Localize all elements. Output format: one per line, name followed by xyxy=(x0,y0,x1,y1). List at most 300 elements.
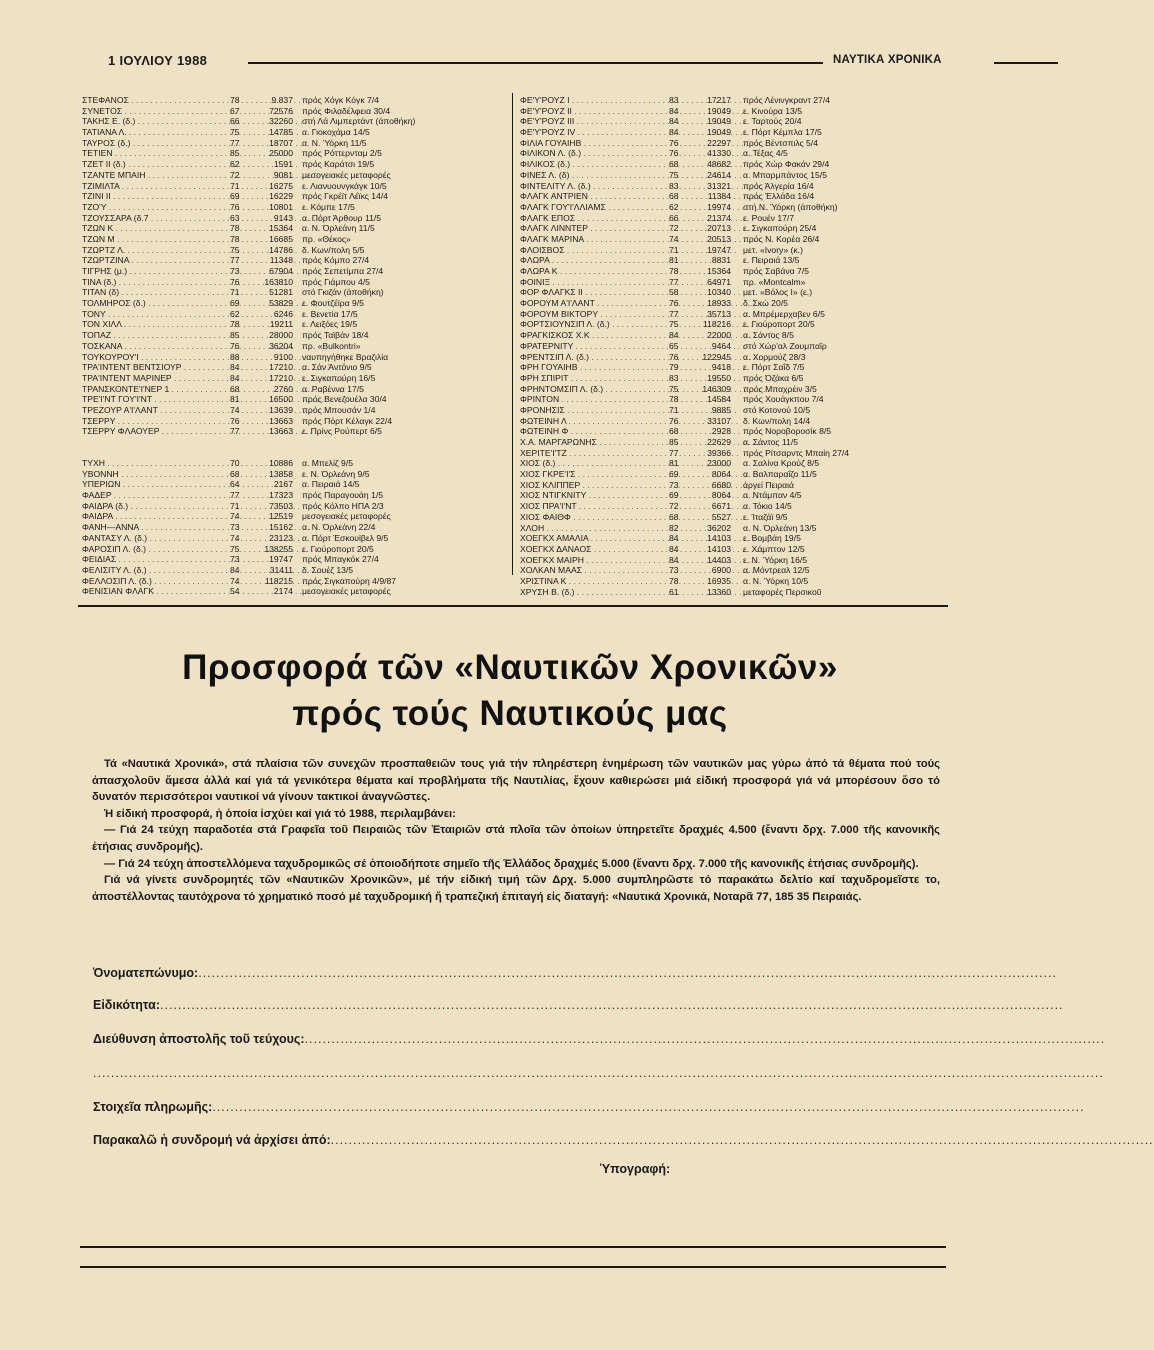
ship-destination: πρός Μπουσάν 1/4 xyxy=(302,404,376,415)
ship-name: ΤΡΕ'Ι'ΝΤ ΓΟΥ'Ι'ΝΤ . . . xyxy=(82,394,222,405)
ship-year: 77 xyxy=(230,255,240,266)
ship-destination: α. Σαλίνα Κρούζ 8/5 xyxy=(743,458,820,469)
ship-year: 78 xyxy=(230,95,240,105)
ship-name: ΤΙΓΡΗΣ (μ.) . . . xyxy=(82,266,222,277)
bottom-rule xyxy=(80,1246,946,1248)
ship-row xyxy=(520,298,950,309)
ship-row xyxy=(82,405,502,416)
ship-tonnage: 22297 xyxy=(707,137,731,148)
ship-name: ΦΛΩΡΑ Κ . . . xyxy=(520,266,660,277)
form-start-row[interactable]: Παρακαλῶ ἡ συνδρομή νά ἀρχίσει ἀπό:........................................................................................................................................................................................ xyxy=(93,1133,1154,1147)
ship-destination: ε. Ρουέν 17/7 xyxy=(743,212,795,223)
ship-tonnage: 16685 xyxy=(269,233,293,244)
ship-row xyxy=(82,202,502,213)
ship-year: 68 xyxy=(669,191,679,202)
ship-name: ΧΡΙΣΤΙΝΑ Κ . . . xyxy=(520,576,660,587)
ship-name: ΤΖΙΝΙ ΙΙ . . . xyxy=(82,191,222,202)
ship-name: ΦΑΝΤΑΣΥ Λ. (δ.) . . . xyxy=(82,533,222,544)
ship-name: ΦΛΟΙΣΒΟΣ . . . xyxy=(520,245,660,256)
ship-row xyxy=(520,565,950,576)
ship-name: ΤΥΧΗ . . . xyxy=(82,458,222,469)
ship-tonnage: 13663 xyxy=(269,415,293,426)
ship-year: 77 xyxy=(669,308,679,319)
ship-destination: πρός Χουάγκπου 7/4 xyxy=(743,394,824,405)
ship-destination: πρός Σαβάνα 7/5 xyxy=(743,266,809,276)
ship-destination: α. Μπελίζ 9/5 xyxy=(302,458,353,468)
ship-destination: α. Βαλπαραΐζο 11/5 xyxy=(743,469,817,480)
publication-name: ΝΑΥΤΙΚΑ ΧΡΟΝΙΚΑ xyxy=(833,54,942,66)
ship-name: ΦΡΑΓΚΙΣΚΟΣ Χ.Κ . . . xyxy=(520,330,660,341)
ship-year: 84 xyxy=(230,372,240,383)
ship-destination: α. Ν. Ύόρκη 10/5 xyxy=(743,575,809,586)
ship-year: 76 xyxy=(230,415,240,426)
ship-destination: πρός Μπαχρέιν 3/5 xyxy=(743,383,817,394)
ship-year: 75 xyxy=(230,543,240,554)
ship-row xyxy=(82,116,502,127)
ship-name: ΧΟΛΚΑΝ ΜΑΑΣ . . . xyxy=(520,565,660,576)
ship-tonnage: 31411 xyxy=(269,564,293,575)
ship-year: 78 xyxy=(669,266,679,276)
ship-destination: ε. Πόρτ Κέμπλα 17/5 xyxy=(743,127,822,138)
ship-year: 68 xyxy=(669,426,679,437)
ship-name: ΤΑΤΙΑΝΑ Λ. . . . xyxy=(82,127,222,138)
ship-year: 69 xyxy=(669,490,679,501)
ship-year: 84 xyxy=(669,533,679,544)
ship-year: 75 xyxy=(230,244,240,255)
ship-year: 78 xyxy=(230,223,240,234)
ship-name: Χ.Α. ΜΑΡΓΑΡΩΝΗΣ . . . xyxy=(520,437,660,448)
ship-row xyxy=(520,362,950,373)
ship-name: ΦΕ'Υ'ΡΟΥΖ ΙΙ . . . xyxy=(520,106,660,117)
ship-row xyxy=(82,298,502,309)
ship-destination: μετ. «Ivory» (κ.) xyxy=(743,244,803,255)
ship-tonnage: 2760 xyxy=(273,383,293,394)
ship-row xyxy=(82,533,502,544)
ship-tonnage: 9.837 xyxy=(271,95,293,105)
ship-name: ΥΒΟΝΝΗ . . . xyxy=(82,469,222,480)
ship-year: 78 xyxy=(230,319,240,330)
ship-year: 76 xyxy=(230,276,240,287)
ship-destination: α. Ν. Όρλεάνη 22/4 xyxy=(302,522,376,533)
ship-tonnage: 9885 xyxy=(711,404,731,415)
ship-destination: μεταφορές Περσικοῦ xyxy=(743,586,822,597)
ship-row xyxy=(82,586,502,597)
ship-tonnage: 19211 xyxy=(269,319,293,330)
ship-tonnage: 20713 xyxy=(707,223,731,234)
ship-row xyxy=(82,127,502,138)
ship-name: ΦΕΛΛΟΣΙΠ Λ. (δ.) . . . xyxy=(82,576,222,587)
ship-tonnage: 13858 xyxy=(269,468,293,479)
ship-destination: πρός Κόλπο ΗΠΑ 2/3 xyxy=(302,500,384,511)
ship-tonnage: 64971 xyxy=(707,276,731,287)
ship-year: 76 xyxy=(669,351,679,362)
ship-destination: πρός Παραγουάη 1/5 xyxy=(302,490,384,501)
ship-year: 69 xyxy=(230,298,240,309)
ship-row xyxy=(520,255,950,266)
ship-name: ΣΤΕΦΑΝΟΣ . . . xyxy=(82,95,222,106)
ship-name: ΦΡΑΤΕΡΝΙΤΥ . . . xyxy=(520,341,660,352)
ship-year: 72 xyxy=(669,501,679,512)
ship-name: ΦΑΙΔΡΑ (δ.) . . . xyxy=(82,501,222,512)
form-name-row[interactable]: Ὀνοματεπώνυμο:................................................................................................................................................................................................ xyxy=(93,966,1058,980)
ship-destination: ε. Βενετία 17/5 xyxy=(302,308,358,319)
ship-year: 77 xyxy=(230,426,240,437)
ship-tonnage: 14785 xyxy=(269,127,293,138)
ship-year: 83 xyxy=(669,95,679,105)
ship-year: 65 xyxy=(669,340,679,351)
ship-name: ΤΟΛΜΗΡΟΣ (δ.) . . . xyxy=(82,298,222,309)
ship-name: ΧΙΟΣ ΝΤΙΓΚΝΙΤΥ . . . xyxy=(520,490,660,501)
ship-destination: ε. Ταρτούς 20/4 xyxy=(743,116,802,127)
ship-tonnage: 6246 xyxy=(273,308,293,319)
ship-tonnage: 21374 xyxy=(707,212,731,223)
ship-year: 69 xyxy=(669,469,679,480)
ship-year: 69 xyxy=(230,191,240,202)
ship-tonnage: 16500 xyxy=(269,394,293,405)
ship-year: 71 xyxy=(669,404,679,415)
ship-name: ΤΙΝΑ (δ.) . . . xyxy=(82,277,222,288)
ship-name: ΤΖΩΝ Κ . . . xyxy=(82,223,222,234)
ship-year: 71 xyxy=(230,180,240,191)
ship-name: ΦΛΩΡΑ . . . xyxy=(520,255,660,266)
ship-tonnage: 2928 xyxy=(711,426,731,437)
form-payment-row[interactable]: Στοιχεῖα πληρωμῆς:................................................................................................................................................................................................... xyxy=(93,1100,1085,1114)
ship-tonnage: 9418 xyxy=(711,362,731,373)
ship-name: ΤΣΕΡΡΥ . . . xyxy=(82,416,222,427)
ship-year: 73 xyxy=(230,522,240,533)
ship-year: 74 xyxy=(230,511,240,522)
offer-item-piraeus: — Γιά 24 τεύχη παραδοτέα στά Γραφεῖα τοῦ Πειραιῶς τῶν Ἑταιριῶν στά πλοῖα τῶν ὁποίων ὑπηρετεῖτε δραχμές 4.500 (ἔναντι δρχ. 7.000 τῆς κανονικῆς ἐτήσιας συνδρομῆς). xyxy=(92,824,940,853)
ship-year: 78 xyxy=(669,394,679,405)
ship-destination: μεσογειακές μεταφορές xyxy=(302,586,391,597)
ship-name: ΤΟΝ ΧΙΛΛ . . . xyxy=(82,319,222,330)
ship-row xyxy=(520,234,950,245)
ship-tonnage: 16275 xyxy=(269,180,293,191)
ship-row xyxy=(82,245,502,256)
ship-row xyxy=(520,95,950,106)
ship-row xyxy=(520,159,950,170)
ship-destination: ε. Χάμπτον 12/5 xyxy=(743,543,805,554)
ship-year: 62 xyxy=(230,308,240,319)
ship-tonnage: 23000 xyxy=(707,458,731,469)
form-payment-label: Στοιχεῖα πληρωμῆς: xyxy=(93,1100,213,1114)
ship-tonnage: 14103 xyxy=(707,543,731,554)
ship-name: ΧΛΟΗ . . . xyxy=(520,523,660,534)
form-address-row[interactable]: Διεύθυνση ἀποστολῆς τοῦ τεύχους:................................................................................................................................................................................... xyxy=(93,1032,1106,1046)
ship-destination: στό Γκιζάν (άποθήκη) xyxy=(302,287,384,298)
ship-year: 74 xyxy=(230,532,240,543)
ship-destination: μετ. «Βόλος Ι» (ε.) xyxy=(743,287,813,298)
ship-year: 72 xyxy=(230,169,240,180)
ship-year: 84 xyxy=(669,127,679,138)
ship-destination: ε. Ίταζάϊ 9/5 xyxy=(743,511,788,522)
ship-destination: ε. Σιγκαπούρη 16/5 xyxy=(302,372,376,383)
ship-tonnage: 32260 xyxy=(269,116,293,127)
ship-tonnage: 13663 xyxy=(269,426,293,437)
form-specialty-row[interactable]: Εἰδικότητα:.......................................................................................................................................................................................................... xyxy=(93,998,1064,1012)
ship-tonnage: 17323 xyxy=(269,490,293,501)
ship-year: 68 xyxy=(669,159,679,170)
ship-tonnage: 10886 xyxy=(269,458,293,468)
ship-tonnage: 19049 xyxy=(707,105,731,116)
ship-destination: δ. Κων/πολη 14/4 xyxy=(743,415,811,426)
offer-title-line1: Προσφορά τῶν «Ναυτικῶν Χρονικῶν» xyxy=(182,648,838,687)
ship-tonnage: 73503 xyxy=(269,500,293,511)
ship-name: ΦΡΗΝΤΟΜΣΙΠ Λ. (δ.) . . . xyxy=(520,384,660,395)
ship-year: 84 xyxy=(669,543,679,554)
ship-year: 76 xyxy=(669,298,679,309)
ship-destination: στό Χώρ'αλ Ζουμπαΐρ xyxy=(743,340,827,351)
issue-date: 1 ΙΟΥΛΙΟΥ 1988 xyxy=(108,53,208,68)
ship-row xyxy=(82,191,502,202)
ship-year: 82 xyxy=(669,522,679,533)
ship-row xyxy=(520,223,950,234)
ship-destination: πρός Πόρτ Κέλαγκ 22/4 xyxy=(302,415,393,426)
ship-year: 71 xyxy=(669,244,679,255)
ship-tonnage: 9100 xyxy=(273,351,293,362)
column-divider xyxy=(512,93,513,575)
ship-tonnage: 17210 xyxy=(269,362,293,373)
ship-tonnage: 22000 xyxy=(707,330,731,341)
ship-tonnage: 15364 xyxy=(269,223,293,234)
ship-year: 76 xyxy=(230,340,240,351)
ship-tonnage: 138255 xyxy=(264,543,293,554)
ship-year: 62 xyxy=(669,201,679,212)
ship-row xyxy=(520,437,950,448)
ship-name: ΦΡΟΝΗΣΙΣ . . . xyxy=(520,405,660,416)
ship-tonnage: 36204 xyxy=(269,340,293,351)
ship-name: ΤΡΑ'ΙΝΤΕΝΤ ΒΕΝΤΣΙΟΥΡ . . . xyxy=(82,362,222,373)
ship-tonnage: 14103 xyxy=(707,533,731,544)
ship-destination: πρός Ταϊβάν 18/4 xyxy=(302,330,369,341)
ship-year: 77 xyxy=(669,276,679,287)
ship-name: ΧΙΟΣ ΓΚΡΕ'Ι'Σ . . . xyxy=(520,469,660,480)
ship-destination: ε. Γιούροπορτ 20/5 xyxy=(302,543,374,554)
ship-row xyxy=(520,319,950,330)
ship-row xyxy=(82,416,502,427)
ship-row xyxy=(520,587,950,598)
ship-destination: πρός Βέντσπιλς 5/4 xyxy=(743,137,818,148)
ship-year: 68 xyxy=(230,468,240,479)
ship-tonnage: 14403 xyxy=(707,554,731,565)
ship-row xyxy=(520,106,950,117)
ship-tonnage: 13360 xyxy=(707,586,731,597)
ship-row xyxy=(520,352,950,363)
ship-year: 75 xyxy=(669,383,679,394)
ship-tonnage: 8064 xyxy=(711,490,731,501)
ship-row xyxy=(82,352,502,363)
ship-tonnage: 24614 xyxy=(707,169,731,180)
ship-name: ΦΛΑΓΚ ΕΠΟΣ . . . xyxy=(520,213,660,224)
ship-row xyxy=(520,191,950,202)
ship-tonnage: 13639 xyxy=(269,404,293,415)
ship-tonnage: 10801 xyxy=(269,201,293,212)
ship-destination: ε. Ν. Ύόρκη 16/5 xyxy=(743,554,808,565)
ship-name: ΦΩΤΕΙΝΗ Λ . . . xyxy=(520,416,660,427)
ship-name: ΦΙΛΙΑ ΓΟΥΑΙΗΒ . . . xyxy=(520,138,660,149)
ship-name: ΦΡΗ ΓΟΥΑΙΗΒ . . . xyxy=(520,362,660,373)
ship-row xyxy=(520,202,950,213)
ship-tonnage: 11348 xyxy=(269,255,293,266)
ship-destination: πρός Καράτσι 19/5 xyxy=(302,159,375,170)
ship-destination: ε. Λιανυουνγκάγκ 10/5 xyxy=(302,180,387,191)
ship-tonnage: 72576 xyxy=(269,105,293,116)
ship-destination: α. Ν. Όρλεάνη 13/5 xyxy=(743,522,817,533)
ship-row xyxy=(82,565,502,576)
ship-name: ΤΖΑΝΤΕ ΜΠΑΙΗ . . . xyxy=(82,170,222,181)
ship-year: 85 xyxy=(230,148,240,159)
ship-name: ΧΙΟΣ ΦΑΙΘΦ . . . xyxy=(520,512,660,523)
ship-year: 84 xyxy=(230,362,240,373)
ship-row xyxy=(82,501,502,512)
ship-name: ΦΕ'Υ'ΡΟΥΖ Ι . . . xyxy=(520,95,660,106)
ship-tonnage: 19049 xyxy=(707,116,731,127)
ship-tonnage: 39366 xyxy=(707,447,731,458)
ship-destination: ε. Πρίνς Ρούπερτ 6/5 xyxy=(302,426,382,437)
ship-row xyxy=(520,490,950,501)
ship-name: ΦΡΕΝΤΣΙΠ Λ. (δ.) . . . xyxy=(520,352,660,363)
ship-destination: πρός Ρίτσαρντς Μπαίη 27/4 xyxy=(743,447,850,458)
ship-name: ΤΟΝΥ . . . xyxy=(82,309,222,320)
ship-year: 73 xyxy=(230,554,240,565)
ship-destination: στή Λά Λιμπερτάντ (άποθήκη) xyxy=(302,116,416,127)
ship-row xyxy=(82,159,502,170)
ship-tonnage: 41330 xyxy=(707,148,731,159)
ship-name: ΦΡΗ ΣΠΙΡΙΤ . . . xyxy=(520,373,660,384)
ship-destination: α. Σάν Άντόνιο 9/5 xyxy=(302,362,372,373)
ship-tonnage: 22629 xyxy=(707,437,731,447)
ship-destination: πρός Λένινγκραντ 27/4 xyxy=(743,95,830,105)
ship-row xyxy=(82,170,502,181)
form-start-label: Παρακαλῶ ἡ συνδρομή νά ἀρχίσει ἀπό: xyxy=(93,1133,331,1147)
ship-tonnage: 20513 xyxy=(707,233,731,244)
ship-name: ΧΟΕΓΚΧ ΑΜΑΛΙΑ . . . xyxy=(520,533,660,544)
ship-tonnage: 23123 xyxy=(269,532,293,543)
ship-tonnage: 35713 xyxy=(707,308,731,319)
ship-tonnage: 16935 xyxy=(707,575,731,586)
ship-row xyxy=(82,95,502,106)
ship-row xyxy=(520,523,950,534)
ship-year: 88 xyxy=(230,351,240,362)
ship-name: ΧΙΟΣ ΚΛΙΠΠΕΡ . . . xyxy=(520,480,660,491)
ship-year: 77 xyxy=(669,447,679,458)
ship-year: 76 xyxy=(230,201,240,212)
ship-name: ΧΙΟΣ (δ.) . . . xyxy=(520,458,660,469)
ship-name: ΤΣΕΡΡΥ ΦΛΑΟΥΕΡ . . . xyxy=(82,426,222,437)
ship-year: 84 xyxy=(669,554,679,565)
ship-row xyxy=(520,277,950,288)
ship-destination: πρός Μπαγκόκ 27/4 xyxy=(302,554,379,565)
ship-destination: α. Γιοκοχάμα 14/5 xyxy=(302,127,370,138)
ship-tonnage: 6900 xyxy=(711,565,731,576)
ship-destination: πρός Κόμπο 27/4 xyxy=(302,255,370,266)
form-address-continuation[interactable]: .................................................................................................................................................................................................................................. xyxy=(93,1066,1104,1080)
ship-destination: α. Πόρτ Έσκουϊβελ 9/5 xyxy=(302,532,389,543)
ship-destination: α. Ν. Ύόρκη 11/5 xyxy=(302,137,367,148)
ship-tonnage: 146309 xyxy=(702,383,731,394)
header-rule xyxy=(248,62,823,64)
ship-row xyxy=(520,480,950,491)
ship-name: ΤΖΩΡΤΖΙΝΑ . . . xyxy=(82,255,222,266)
ship-name: ΤΕΤΙΕΝ . . . xyxy=(82,148,222,159)
ship-year: 73 xyxy=(669,479,679,490)
ship-year: 84 xyxy=(669,105,679,116)
ship-year: 76 xyxy=(669,148,679,159)
ship-destination: ε. Σιγκαπούρη 25/4 xyxy=(743,223,817,234)
ship-year: 77 xyxy=(230,137,240,148)
ship-year: 84 xyxy=(230,564,240,575)
ship-tonnage: 15162 xyxy=(269,522,293,533)
ship-name: ΦΕ'Υ'ΡΟΥΖ ΙΙΙ . . . xyxy=(520,116,660,127)
ship-row xyxy=(82,319,502,330)
ship-row xyxy=(520,181,950,192)
ship-tonnage: 9143 xyxy=(273,212,293,223)
ship-destination: πρός Σιγκαπούρη 4/9/87 xyxy=(302,575,397,586)
ship-year: 64 xyxy=(230,479,240,490)
ship-row xyxy=(82,330,502,341)
ship-destination: πρός Νοροβοροσίκ 8/5 xyxy=(743,426,832,437)
ship-destination: ε. Κόμπε 17/5 xyxy=(302,201,355,212)
ship-name: ΤΟΥΚΟΥΡΟΥ'Ι . . . xyxy=(82,352,222,363)
ship-tonnage: 122945 xyxy=(702,351,731,362)
ship-year: 83 xyxy=(669,180,679,191)
ship-year: 85 xyxy=(669,437,679,447)
ship-tonnage: 14786 xyxy=(269,244,293,255)
ship-row xyxy=(520,287,950,298)
ship-name: ΦΕΛΙΣΙΤΥ Λ. (δ.) . . . xyxy=(82,565,222,576)
ship-name: ΦΛΑΓΚ ΛΙΝΝΤΕΡ . . . xyxy=(520,223,660,234)
ship-destination: ναυπηγήθηκε Βραζιλία xyxy=(302,351,389,362)
ship-name: ΧΟΕΓΚΧ ΔΑΝΑΟΣ . . . xyxy=(520,544,660,555)
ship-tonnage: 118216 xyxy=(702,319,731,330)
ship-destination: πρός Ν. Κορέα 26/4 xyxy=(743,233,820,244)
ship-name: ΦΛΑΓΚ ΓΟΥ'Ι'ΛΛΙΑΜΣ . . . xyxy=(520,202,660,213)
ship-year: 67 xyxy=(230,105,240,116)
ship-destination: ε. Φουτζέϊρα 9/5 xyxy=(302,298,364,309)
ship-year: 77 xyxy=(230,490,240,501)
ship-tonnage: 31321 xyxy=(707,180,731,191)
bottom-rule-second xyxy=(80,1266,946,1268)
ship-row xyxy=(520,116,950,127)
ship-name: ΤΖΩΡΤΖ Λ. . . . xyxy=(82,245,222,256)
ship-name: ΦΟΡΟΥΜ ΒΙΚΤΟΡΥ . . . xyxy=(520,309,660,320)
ship-tonnage: 163810 xyxy=(264,276,293,287)
ship-name: ΤΑΥΡΟΣ (δ.) . . . xyxy=(82,138,222,149)
ship-destination: πρ. «Θέκος» xyxy=(302,233,351,244)
ship-destination: ε. Κινούρα 13/5 xyxy=(743,105,802,116)
ship-list-left xyxy=(82,95,502,597)
ship-destination: α. Τέξας 4/5 xyxy=(743,148,788,159)
ship-name: ΦΑΔΕΡ . . . xyxy=(82,490,222,501)
ship-tonnage: 5527 xyxy=(711,511,731,522)
ship-destination: πρός Έλλάδα 16/4 xyxy=(743,191,815,202)
ship-destination: πρός Βενεζουέλα 30/4 xyxy=(302,394,387,405)
ship-year: 85 xyxy=(230,330,240,341)
ship-year: 54 xyxy=(230,586,240,597)
ship-row xyxy=(520,213,950,224)
ship-row xyxy=(82,554,502,565)
header-rule-right xyxy=(994,62,1058,64)
ship-destination: δ. Σκώ 20/5 xyxy=(743,298,788,309)
ship-year: 68 xyxy=(230,383,240,394)
ship-name: ΦΕΝΙΣΙΑΝ ΦΛΑΓΚ . . . xyxy=(82,586,222,597)
ship-row xyxy=(82,213,502,224)
ship-row xyxy=(520,330,950,341)
offer-item-mail: — Γιά 24 τεύχη ἀποστελλόμενα ταχυδρομικῶς σέ ὁποιοδήποτε σημεῖο τῆς Ἑλλάδος δραχμές 5.000 (ἔναντι δρχ. 7.000 τῆς κανονικῆς ἐτήσιας συνδρομῆς). xyxy=(104,857,919,870)
ship-tonnage: 6671 xyxy=(711,501,731,512)
ship-row xyxy=(520,138,950,149)
ship-year: 68 xyxy=(669,511,679,522)
